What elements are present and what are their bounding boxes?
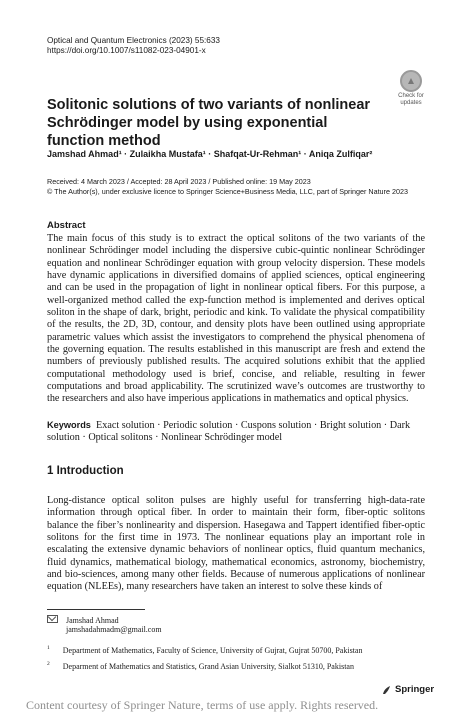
copyright-notice: © The Author(s), under exclusive licence to Springer Science+Business Media, LLC, part of Springer Nature 2023 [47, 187, 408, 196]
envelope-icon [47, 615, 58, 623]
check-updates-label: Check for updates [398, 93, 424, 106]
affiliation-2 [47, 659, 354, 672]
journal-citation: Optical and Quantum Electronics (2023) 55:633 [47, 36, 220, 45]
springer-horse-icon [382, 685, 392, 695]
keywords [47, 419, 425, 445]
doi-link[interactable]: https://doi.org/10.1007/s11082-023-04901-x [47, 46, 206, 55]
affiliation-text: Deparment of Mathematics and Statistics, Grand Asian University, Sialkot 51310, Pakistan [62, 661, 354, 671]
section-heading-introduction: 1 Introduction [47, 465, 124, 477]
article-title: Solitonic solutions of two variants of nonlinear Schrödinger model by using exponential function method [47, 97, 371, 149]
springer-logo [382, 684, 434, 695]
affiliation-1 [47, 643, 362, 656]
affiliation-number: 2 [47, 661, 50, 667]
keywords-label: Keywords [47, 420, 91, 430]
author-list: Jamshad Ahmad¹ · Zulaikha Mustafa¹ · Shafqat-Ur-Rehman¹ · Aniqa Zulfiqar² [47, 149, 373, 159]
keywords-text: Exact solution · Periodic solution · Cuspons solution · Bright solution · Dark solution · Optical solitons · Nonlinear Schrödinger model [47, 420, 411, 444]
check-updates-icon [400, 70, 422, 92]
publication-dates: Received: 4 March 2023 / Accepted: 28 April 2023 / Published online: 19 May 2023 [47, 177, 311, 186]
publisher-name: Springer [395, 684, 435, 695]
corresponding-author-name: Jamshad Ahmad [66, 616, 119, 625]
affiliation-number: 1 [47, 645, 50, 651]
footnote-divider [47, 609, 145, 610]
affiliation-text: Department of Mathematics, Faculty of Science, University of Gujrat, Gujrat 50700, Pakistan [62, 645, 363, 655]
courtesy-notice: Content courtesy of Springer Nature, terms of use apply. Rights reserved. [26, 698, 379, 712]
abstract-heading: Abstract [47, 220, 86, 231]
abstract-text: The main focus of this study is to extract the optical solitons of the two variants of the nonlinear Schrödinger model including the dispersive cubic-quintic nonlinear Schrödinger equation and nonlinear Schrödinger equation with group velocity dispersion. These models have dynamic applications in diversified domains of applied sciences, optical engineering and can be used in the propagation of light in nonlinear optical fibers. For this purpose, a well-organized method called the exp-function method is implemented and derives optical soliton in the shape of dark, bright, periodic and kink. To validate the physical compatibility of the results, the 2D, 3D, contour, and density plots have been outlined using appropriate parametric values which assist the investigators to comprehend the physical phenomena of the governing equation. The results established in this manuscript are fresh and extend the numbers of previously published results. The acquired solutions exhibit that the applied computational methodology used is brief, concise, and reliable, resulting in fewer computations and broad applicability. The scrutinized wave’s outcomes are trustworthy to the researchers and also have imperious applications in mathematics and optical physics. [47, 233, 425, 405]
check-for-updates-badge[interactable] [396, 70, 426, 110]
corresponding-author-email[interactable]: jamshadahmadm@gmail.com [66, 625, 162, 634]
introduction-text: Long-distance optical soliton pulses are highly useful for transferring high-data-rate information through optical fiber. In order to maintain their form, fiber-optic solitons balance the fiber’s nonlinearity and dispersion. Hasegawa and Tappert identified fiber-optic solitons for the first time in 1973. The nonlinear equations play an important role in escalating the extensive dynamic behaviors of nonlinear optics, fluid quantum mechanics, fluid dynamics, mathematical biology, mathematical economics, astronomy, biochemistry, and bio-sciences, among many other fields. Because of numerous applications of nonlinear equation (NLEEs), many researchers have taken an interest to solve these kinds of [47, 495, 425, 593]
